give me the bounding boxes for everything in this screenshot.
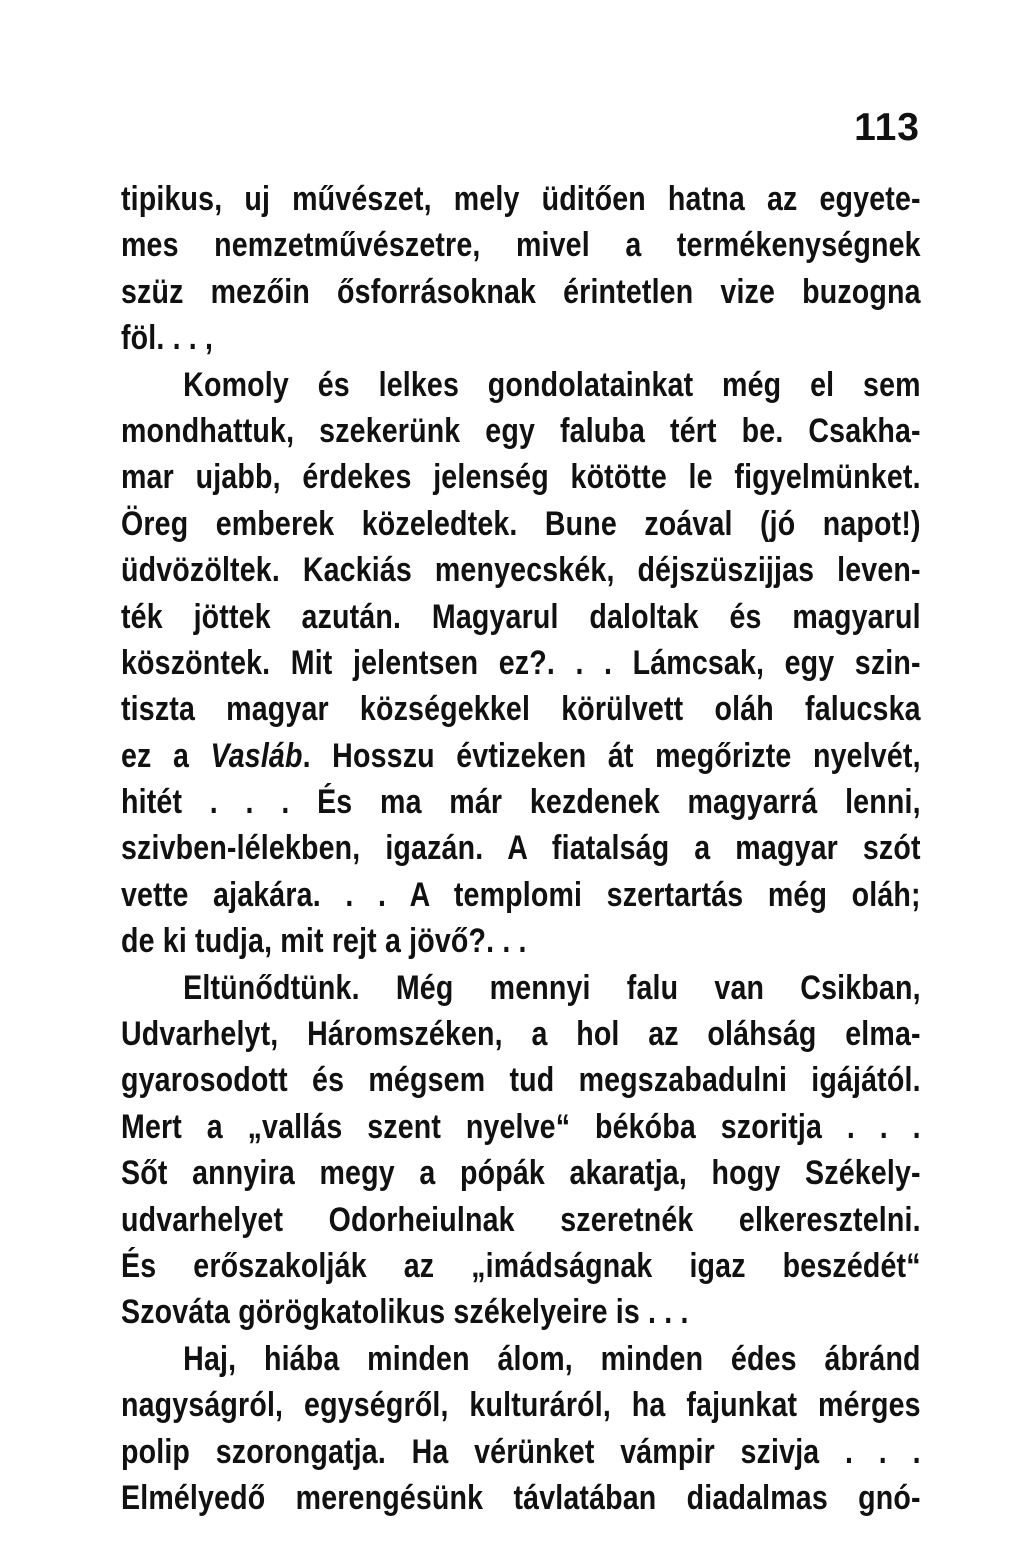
text-line: mondhattuk, szekerünk egy faluba tért be. Csakha- [121, 411, 921, 450]
text-line: szüz mezőin ősforrásoknak érintetlen vize buzogna [121, 272, 921, 311]
text-line: Öreg emberek közeledtek. Bune zoával (jó napot!) [121, 504, 921, 543]
text-segment: ez a [121, 736, 211, 775]
text-line: nagyságról, egységről, kulturáról, ha fajunkat mérges [121, 1386, 921, 1425]
text-line: Haj, hiába minden álom, minden édes ábránd [183, 1339, 921, 1378]
text-line: de ki tudja, mit rejt a jövő?. . . [121, 922, 527, 961]
text-line: ték jöttek azután. Magyarul daloltak és magyarul [121, 597, 921, 636]
place-name: Vasláb [210, 736, 303, 775]
text-line: mar ujabb, érdekes jelenség kötötte le figyelmünket. [121, 458, 921, 497]
text-line: üdvözöltek. Kackiás menyecskék, déjszüszijjas leven- [121, 551, 921, 590]
text-line: szivben-lélekben, igazán. A fiatalság a magyar szót [121, 829, 921, 868]
text-line: Komoly és lelkes gondolatainkat még el sem [183, 365, 921, 404]
text-line: polip szorongatja. Ha vérünket vámpir szivja . . . [121, 1432, 921, 1471]
text-line: És erőszakolják az „imádságnak igaz beszédét“ [121, 1246, 921, 1285]
text-line: Szováta görögkatolikus székelyeire is . . . [121, 1293, 689, 1332]
text-line: Sőt annyira megy a pópák akaratja, hogy Székely- [121, 1154, 921, 1193]
text-line: tipikus, uj művészet, mely üditően hatna az egyete- [121, 180, 921, 218]
text-line: föl. . . , [121, 319, 214, 358]
text-line: tiszta magyar községekkel körülvett oláh falucska [121, 690, 921, 729]
text-line: mes nemzetművészetre, mivel a termékenységnek [121, 226, 921, 265]
text-line: udvarhelyet Odorheiulnak szeretnék elkeresztelni. [121, 1200, 921, 1239]
text-line: Udvarhelyt, Háromszéken, a hol az oláhság elma- [121, 1015, 921, 1054]
text-line [121, 733, 921, 779]
text-line: Mert a „vallás szent nyelve“ békóba szoritja . . . [121, 1107, 921, 1146]
body-text [121, 176, 921, 1521]
page-number: 113 [854, 106, 920, 149]
text-segment: . Hosszu évtizeken át megőrizte nyelvét, [302, 736, 921, 775]
text-line: vette ajakára. . . A templomi szertartás még oláh; [121, 875, 921, 914]
text-line: Eltünődtünk. Még mennyi falu van Csikban, [183, 968, 921, 1007]
text-line: Elmélyedő merengésünk távlatában diadalmas gnó- [121, 1478, 921, 1517]
text-line: köszöntek. Mit jelentsen ez?. . . Lámcsak, egy szin- [121, 643, 921, 682]
text-line: gyarosodott és mégsem tud megszabadulni igájától. [121, 1061, 921, 1100]
text-line: hitét . . . És ma már kezdenek magyarrá lenni, [121, 783, 921, 822]
